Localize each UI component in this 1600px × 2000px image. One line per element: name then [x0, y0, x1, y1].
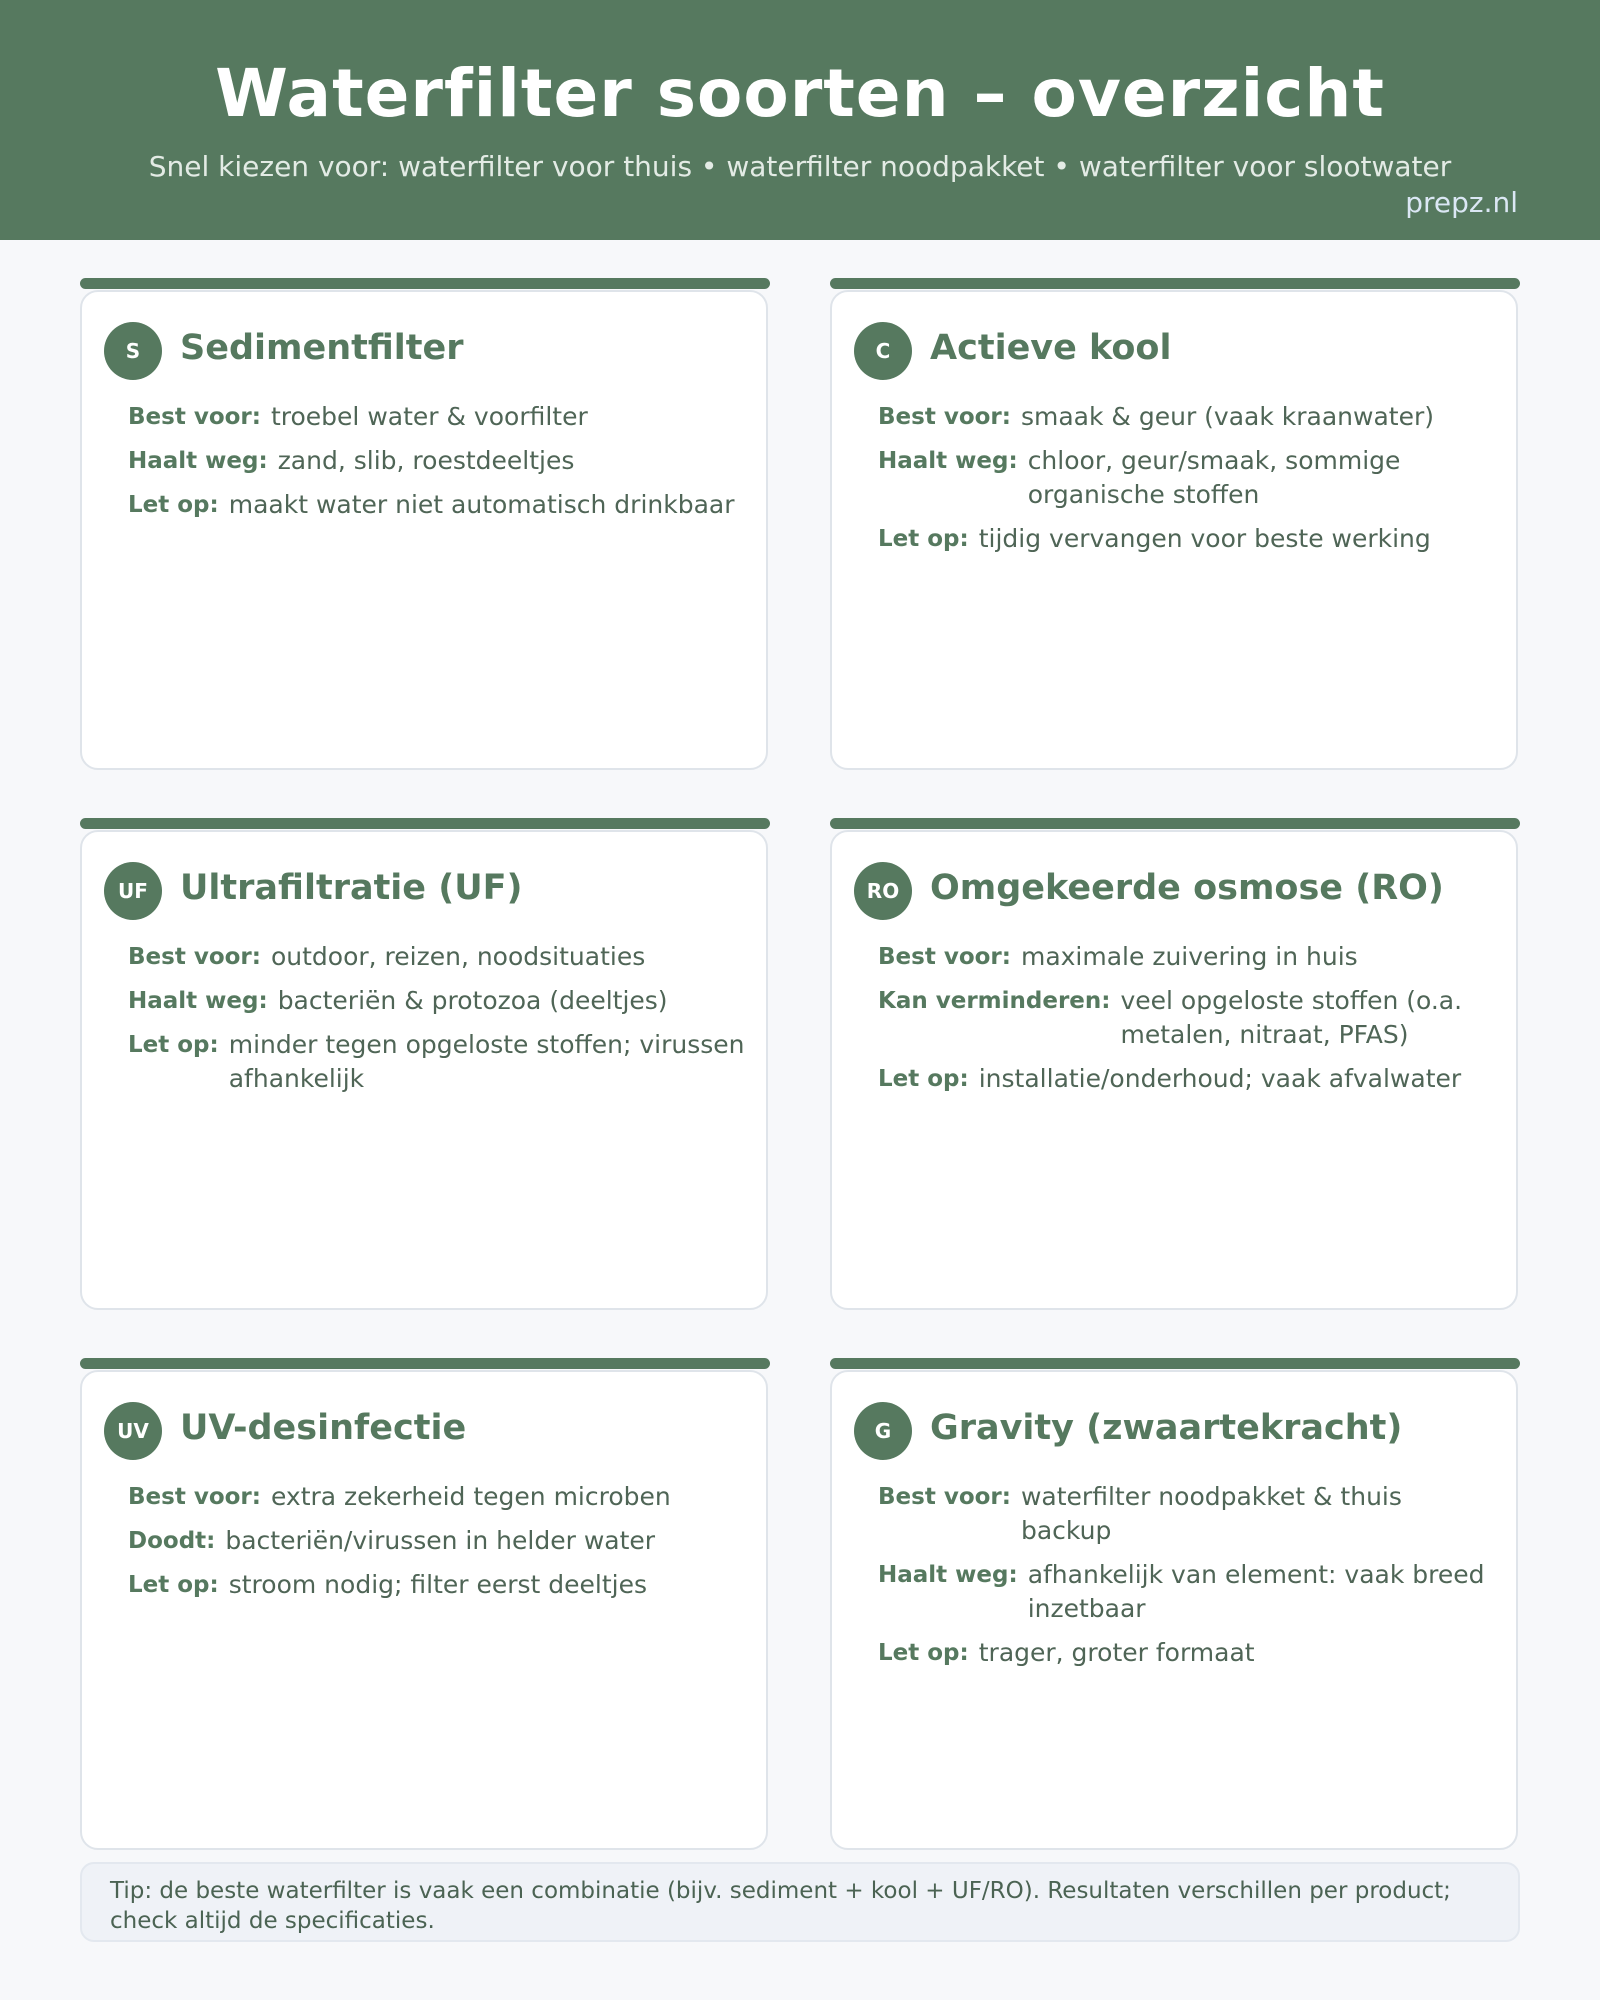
- card-title: Ultrafiltratie (UF): [180, 868, 523, 908]
- page-subtitle: Snel kiezen voor: waterfilter voor thuis • waterfilter noodpakket • waterfilter voor slootwater: [148, 150, 1452, 183]
- card-ultrafiltratie: [80, 830, 768, 1310]
- detail-row: [878, 1558, 1498, 1626]
- card-details: [128, 400, 748, 532]
- detail-label: Let op:: [128, 1032, 219, 1058]
- detail-label: Haalt weg:: [878, 1562, 1018, 1588]
- detail-text: afhankelijk van element: vaak breed inzetbaar: [1027, 1560, 1485, 1623]
- detail-row: [878, 1480, 1498, 1548]
- card-title: UV-desinfectie: [180, 1408, 467, 1448]
- card-uv-desinfectie: [80, 1370, 768, 1850]
- card-details: [878, 1480, 1498, 1680]
- card-badge: S: [104, 322, 162, 380]
- detail-label: Best voor:: [128, 404, 261, 430]
- detail-text: waterfilter noodpakket & thuis backup: [1020, 1482, 1402, 1545]
- detail-label: Haalt weg:: [128, 448, 268, 474]
- card-accent-bar: [830, 1358, 1520, 1369]
- detail-row: [128, 1524, 748, 1558]
- detail-label: Let op:: [128, 1572, 219, 1598]
- card-accent-bar: [80, 818, 770, 829]
- detail-row: [128, 400, 748, 434]
- detail-row: [128, 1480, 748, 1514]
- detail-text: maakt water niet automatisch drinkbaar: [228, 490, 735, 519]
- card-badge: UV: [104, 1402, 162, 1460]
- card-gravity: [830, 1370, 1518, 1850]
- header-banner: [0, 0, 1600, 240]
- site-name: prepz.nl: [1405, 186, 1518, 219]
- detail-row: [878, 522, 1498, 556]
- detail-row: [128, 940, 748, 974]
- detail-row: [128, 984, 748, 1018]
- card-sedimentfilter: [80, 290, 768, 770]
- detail-text: smaak & geur (vaak kraanwater): [1020, 402, 1435, 431]
- detail-text: stroom nodig; filter eerst deeltjes: [228, 1570, 648, 1599]
- card-accent-bar: [830, 278, 1520, 289]
- card-accent-bar: [80, 278, 770, 289]
- card-badge: UF: [104, 862, 162, 920]
- card-title: Sedimentfilter: [180, 328, 464, 368]
- card-accent-bar: [830, 818, 1520, 829]
- detail-row: [878, 1062, 1498, 1096]
- detail-row: [878, 940, 1498, 974]
- detail-row: [128, 1028, 748, 1096]
- detail-text: outdoor, reizen, noodsituaties: [270, 942, 646, 971]
- detail-row: [128, 488, 748, 522]
- card-omgekeerde-osmose: [830, 830, 1518, 1310]
- detail-row: [878, 400, 1498, 434]
- detail-label: Let op:: [878, 1640, 969, 1666]
- detail-label: Best voor:: [128, 944, 261, 970]
- detail-row: [878, 984, 1498, 1052]
- detail-label: Doodt:: [128, 1528, 216, 1554]
- card-details: [128, 940, 748, 1106]
- detail-row: [878, 444, 1498, 512]
- card-accent-bar: [80, 1358, 770, 1369]
- card-details: [878, 940, 1498, 1106]
- detail-label: Best voor:: [878, 944, 1011, 970]
- detail-row: [128, 444, 748, 478]
- card-details: [128, 1480, 748, 1612]
- detail-text: tijdig vervangen voor beste werking: [978, 524, 1431, 553]
- card-actieve-kool: [830, 290, 1518, 770]
- card-badge: RO: [854, 862, 912, 920]
- detail-text: trager, groter formaat: [978, 1638, 1255, 1667]
- detail-label: Haalt weg:: [128, 988, 268, 1014]
- detail-row: [878, 1636, 1498, 1670]
- card-badge: G: [854, 1402, 912, 1460]
- detail-row: [128, 1568, 748, 1602]
- detail-label: Best voor:: [878, 1484, 1011, 1510]
- card-title: Actieve kool: [930, 328, 1172, 368]
- detail-text: chloor, geur/smaak, sommige organische stoffen: [1027, 446, 1401, 509]
- detail-text: troebel water & voorfilter: [270, 402, 588, 431]
- card-title: Gravity (zwaartekracht): [930, 1408, 1403, 1448]
- card-details: [878, 400, 1498, 566]
- card-title: Omgekeerde osmose (RO): [930, 868, 1444, 908]
- detail-text: extra zekerheid tegen microben: [270, 1482, 671, 1511]
- detail-label: Let op:: [878, 526, 969, 552]
- detail-text: zand, slib, roestdeeltjes: [277, 446, 575, 475]
- detail-text: bacteriën & protozoa (deeltjes): [277, 986, 668, 1015]
- tip-box: Tip: de beste waterfilter is vaak een combinatie (bijv. sediment + kool + UF/RO). Resultaten verschillen per product; check altijd de specificaties.: [80, 1862, 1520, 1942]
- detail-label: Best voor:: [878, 404, 1011, 430]
- detail-label: Let op:: [878, 1066, 969, 1092]
- detail-label: Let op:: [128, 492, 219, 518]
- detail-text: minder tegen opgeloste stoffen; virussen afhankelijk: [228, 1030, 745, 1093]
- detail-text: bacteriën/virussen in helder water: [225, 1526, 656, 1555]
- detail-label: Kan verminderen:: [878, 988, 1111, 1014]
- detail-label: Haalt weg:: [878, 448, 1018, 474]
- detail-text: veel opgeloste stoffen (o.a. metalen, nitraat, PFAS): [1120, 986, 1463, 1049]
- page-title: Waterfilter soorten – overzicht: [215, 55, 1385, 132]
- detail-label: Best voor:: [128, 1484, 261, 1510]
- detail-text: maximale zuivering in huis: [1020, 942, 1358, 971]
- card-badge: C: [854, 322, 912, 380]
- detail-text: installatie/onderhoud; vaak afvalwater: [978, 1064, 1462, 1093]
